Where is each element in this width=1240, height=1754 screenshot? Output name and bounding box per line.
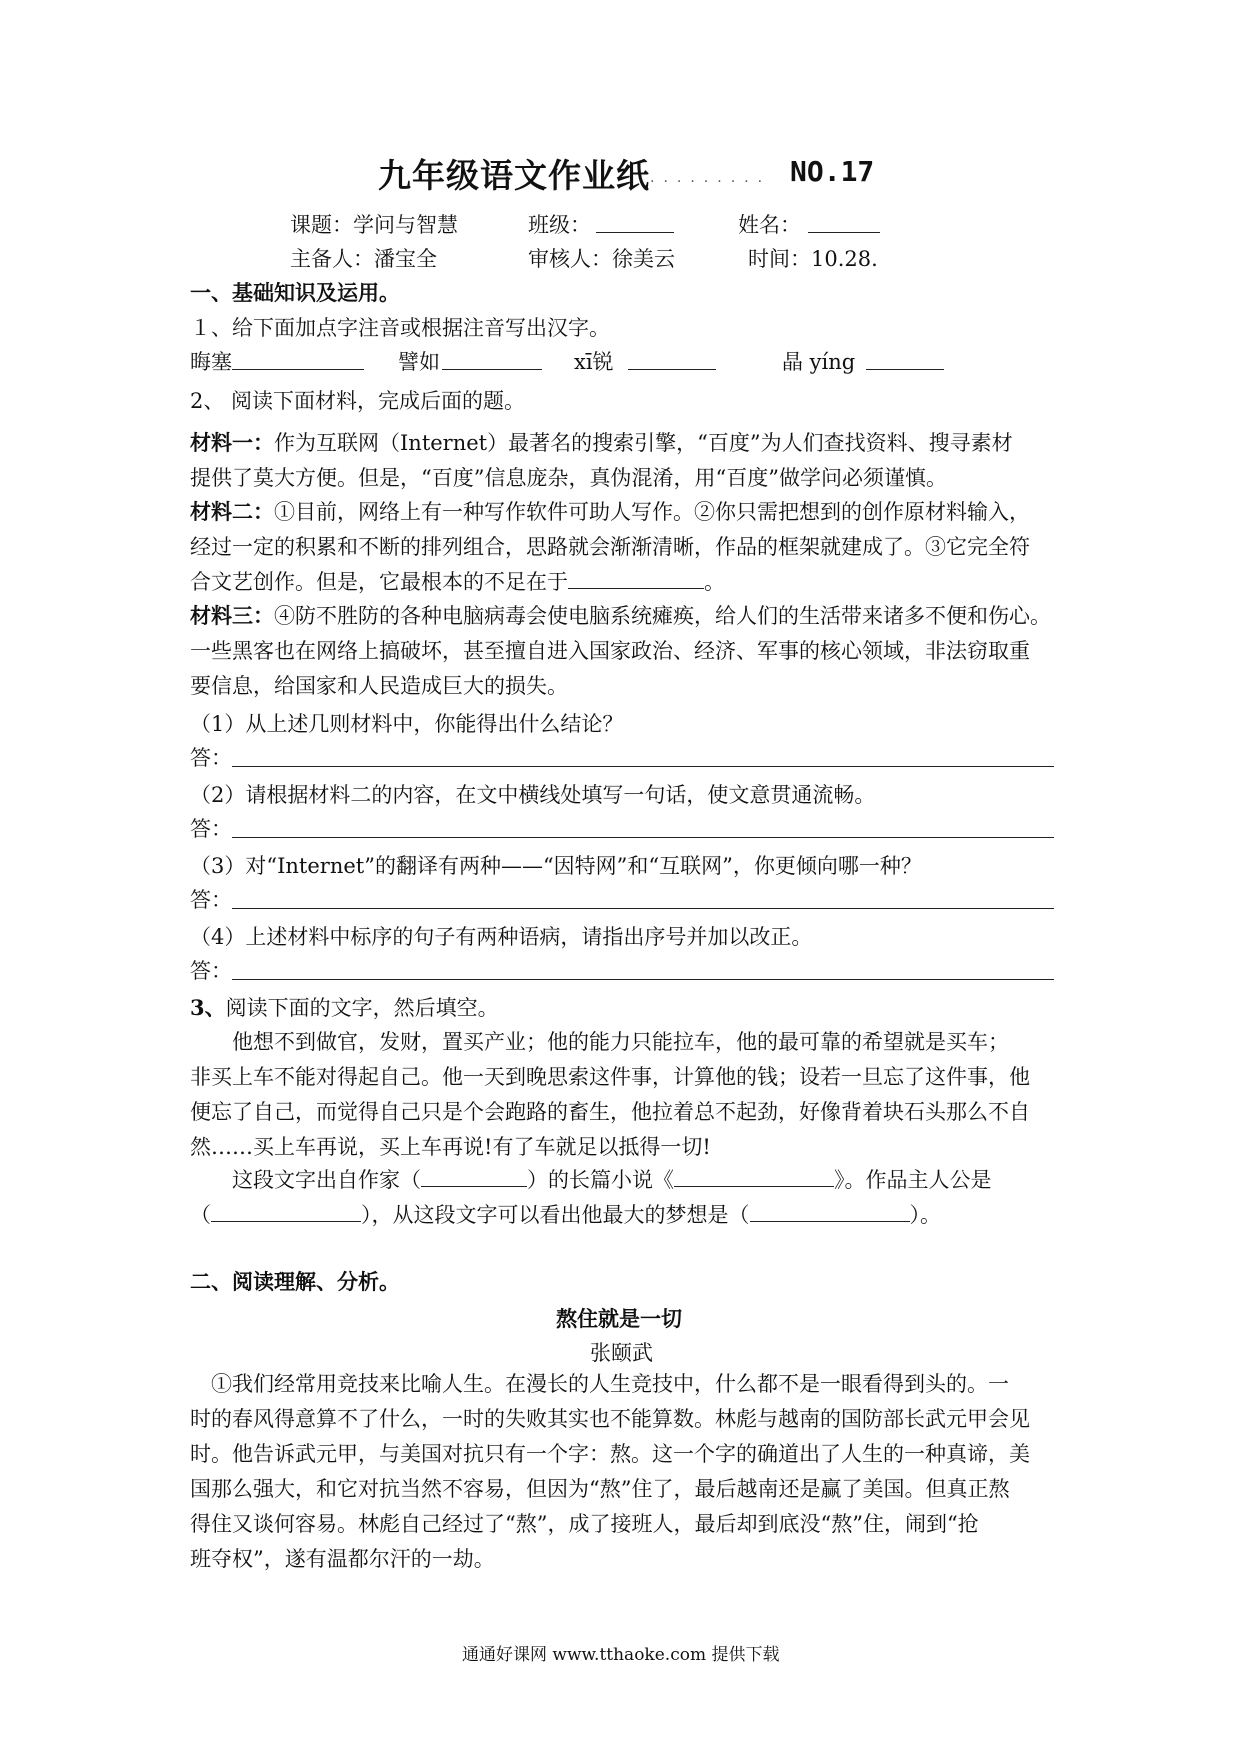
section1-heading: 一、基础知识及运用。 [190,280,400,305]
q3-fill-text-2: ）的长篇小说《 [527,1168,674,1192]
answer-4-line[interactable] [232,979,1054,980]
q3-fill-text-5: ），从这段文字可以看出他最大的梦想是（ [361,1203,750,1227]
article-line-6: 班夺权”，遂有温都尔汗的一劫。 [190,1547,495,1571]
section2-heading: 二、阅读理解、分析。 [190,1269,400,1294]
answer-3-label: 答： [190,888,232,912]
material-2-label: 材料二： [190,499,274,524]
time: 时间：10.28. [748,247,878,271]
q3-passage-line-1: 他想不到做官，发财，置买产业；他的能力只能拉车，他的最可靠的希望就是买车； [232,1030,1009,1054]
article-body [190,1367,1060,1577]
preparer: 主备人：潘宝全 [290,247,437,271]
material-1-line-1: 作为互联网（Internet）最著名的搜索引擎，“百度”为人们查找资料、搜寻素材 [274,431,1013,455]
dream-blank[interactable] [750,1201,910,1222]
material-3-line-2: 一些黑客也在网络上搞破坏，甚至擅自进入国家政治、经济、军事的核心领域，非法窃取重 [190,639,1030,663]
q3-fill-text-3: 》。作品主人公是 [834,1168,992,1192]
q3-fill [190,1163,1060,1233]
subq-3: （3）对“Internet”的翻译有两种——“因特网”和“互联网”，你更倾向哪一种？ [190,854,922,878]
q3-number: 3、 [190,995,226,1020]
material-1-label: 材料一： [190,430,274,455]
q1-item-2: 譬如 [398,350,440,374]
q1-prompt: １、给下面加点字注音或根据注音写出汉字。 [190,316,610,340]
material-2 [190,494,1060,600]
material-2-blank [568,568,704,589]
page-title: 九年级语文作业纸 [378,156,650,195]
subq-1: （1）从上述几则材料中，你能得出什么结论？ [190,712,624,736]
q1-item-1: 晦塞 [190,350,232,374]
reviewer: 审核人：徐美云 [528,247,675,271]
q1-blank-1 [232,369,364,370]
class-label: 班级： [528,213,591,237]
q3-fill-text-6: ）。 [909,1203,941,1227]
answer-1-label: 答： [190,746,232,770]
answer-2-label: 答： [190,817,232,841]
material-2-line-1: ①目前，网络上有一种写作软件可助人写作。②你只需把想到的创作原材料输入， [274,500,1030,524]
material-3-line-3: 要信息，给国家和人民造成巨大的损失。 [190,674,568,698]
q1-blank-4 [866,369,944,370]
q3-passage-line-3: 便忘了自己，而觉得自己只是个会跑路的畜生，他拉着总不起劲，好像背着块石头那么不自 [190,1100,1030,1124]
name-blank [808,232,880,233]
material-1-line-2: 提供了莫大方便。但是，“百度”信息庞杂，真伪混淆，用“百度”做学问必须谨慎。 [190,466,947,490]
footer-text: 通通好课网 www.tthaoke.com 提供下载 [462,1645,780,1665]
q3-fill-text-1: 这段文字出自作家（ [232,1168,421,1192]
q3-passage [190,1025,1060,1165]
material-2-line-3-end: 。 [704,570,725,594]
subq-2: （2）请根据材料二的内容，在文中横线处填写一句话，使文意贯通流畅。 [190,783,876,807]
material-2-line-2: 经过一定的积累和不断的排列组合，思路就会渐渐清晰，作品的框架就建成了。③它完全符 [190,535,1030,559]
q3-fill-text-4: （ [190,1203,211,1227]
answer-1-line[interactable] [232,766,1054,767]
material-3 [190,598,1060,704]
name-label: 姓名： [738,213,801,237]
q1-item-4: 晶 yíng [782,350,856,374]
q1-blank-2 [442,369,542,370]
title-dots: ......... [650,170,772,186]
article-line-1: ①我们经常用竞技来比喻人生。在漫长的人生竞技中，什么都不是一眼看得到头的。一 [211,1372,1009,1396]
topic-label: 课题：学问与智慧 [290,213,458,237]
article-line-4: 国那么强大，和它对抗当然不容易，但因为“熬”住了，最后越南还是赢了美国。但真正熬 [190,1477,1010,1501]
answer-2-line[interactable] [232,837,1054,838]
article-line-2: 时的春风得意算不了什么，一时的失败其实也不能算数。林彪与越南的国防部长武元甲会见 [190,1407,1030,1431]
q3-passage-line-4: 然……买上车再说，买上车再说!有了车就足以抵得一切! [190,1135,711,1159]
material-3-label: 材料三： [190,603,274,628]
document-number: NO.17 [790,155,875,188]
q3-passage-line-2: 非买上车不能对得起自己。他一天到晚思索这件事，计算他的钱；设若一旦忘了这件事，他 [190,1065,1030,1089]
q1-item-3: xī锐 [574,350,614,374]
author-blank[interactable] [421,1166,527,1187]
material-3-line-1: ④防不胜防的各种电脑病毒会使电脑系统瘫痪，给人们的生活带来诸多不便和伤心。 [274,604,1051,628]
q2-prompt: 2、 阅读下面材料，完成后面的题。 [190,389,526,413]
article-author: 张颐武 [590,1341,653,1365]
subq-4: （4）上述材料中标序的句子有两种语病，请指出序号并加以改正。 [190,925,813,949]
answer-4-label: 答： [190,959,232,983]
q3-prompt [190,992,499,1022]
article-line-3: 时。他告诉武元甲，与美国对抗只有一个字：熬。这一个字的确道出了人生的一种真谛，美 [190,1442,1030,1466]
article-title: 熬住就是一切 [556,1306,682,1331]
novel-blank[interactable] [674,1166,834,1187]
material-1 [190,425,1060,496]
answer-3-line[interactable] [232,908,1054,909]
q3-prompt-text: 阅读下面的文字，然后填空。 [225,996,499,1020]
article-line-5: 得住又谈何容易。林彪自己经过了“熬”，成了接班人，最后却到底没“熬”住，闹到“抢 [190,1512,979,1536]
q1-blank-3 [628,369,716,370]
material-2-line-3: 合文艺创作。但是，它最根本的不足在于 [190,570,568,594]
protagonist-blank[interactable] [211,1201,361,1222]
class-blank [596,232,674,233]
